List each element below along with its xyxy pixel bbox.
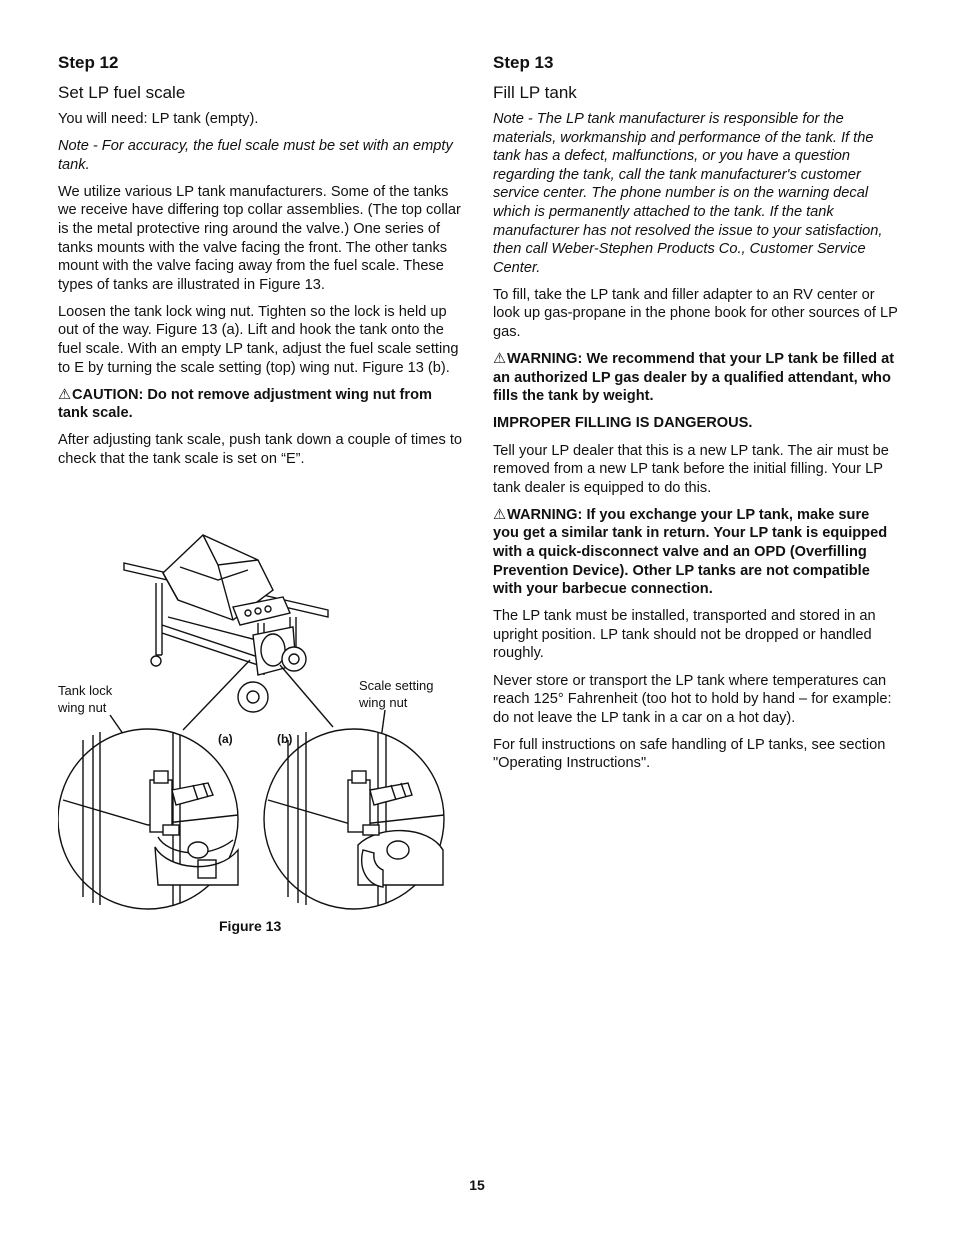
left-column [58, 52, 464, 477]
detail-circle-a [58, 729, 238, 909]
right-column [493, 52, 899, 782]
grill-illustration [58, 525, 458, 915]
step-13-title: Step 13 [493, 53, 554, 72]
caution-text: CAUTION: Do not remove adjustment wing nut from tank scale. [58, 386, 432, 422]
scale-setting-label-line2: wing nut [359, 695, 408, 710]
page-number: 15 [469, 1177, 485, 1193]
detail-circle-b [264, 729, 444, 909]
step-13-subtitle: Fill LP tank [493, 83, 577, 102]
tank-lock-label-line2: wing nut [58, 700, 107, 715]
warning-authorized-dealer [493, 350, 899, 406]
manufacturer-note: Note - The LP tank manufacturer is responsible for the materials, workmanship and performance of the tank. If the tank has a defect, malfunctions, or you have a question regarding the tank, call the tank manufacturer's customer service center. The phone number is on the warning decal which is permanently attached to the tank. If the tank manufacturer has not resolved the issue to your satisfaction, then call Weber-Stephen Products Co., Customer Service Center. [493, 111, 883, 276]
figure-caption: Figure 13 [219, 918, 282, 934]
caution-paragraph [58, 386, 464, 423]
warning-exchange-tank [493, 506, 899, 599]
tank-lock-label [58, 682, 112, 716]
warning-icon: ⚠ [493, 506, 507, 523]
accuracy-note: Note - For accuracy, the fuel scale must be set with an empty tank. [58, 138, 453, 173]
caution-icon: ⚠ [58, 386, 72, 403]
scale-setting-label [359, 677, 433, 711]
warning-exchange-text: WARNING: If you exchange your LP tank, make sure you get a similar tank in return. Your LP tank is equipped with a quick-disconnect valve and an OPD (Overfilling Prevention Device). Other LP tanks are not compatible with your barbecue connection. [493, 506, 888, 598]
installed-paragraph: The LP tank must be installed, transported and stored in an upright position. LP tank should not be dropped or handled roughly. [493, 608, 876, 662]
scale-setting-label-line1: Scale setting [359, 678, 434, 693]
leader-line-b [280, 665, 333, 727]
after-adjusting-paragraph: After adjusting tank scale, push tank down a couple of times to check that the tank scale is set on “E”. [58, 432, 462, 467]
figure-13 [58, 525, 458, 945]
improper-filling-heading: IMPROPER FILLING IS DANGEROUS. [493, 415, 753, 432]
warning-icon: ⚠ [493, 351, 507, 368]
dealer-paragraph: Tell your LP dealer that this is a new LP tank. The air must be removed from a new LP tank before the initial filling. Your LP tank dealer is equipped to do this. [493, 442, 889, 496]
loosen-paragraph: Loosen the tank lock wing nut. Tighten so the lock is held up out of the way. Figure 13 (a). Lift and hook the tank onto the fuel scale. With an empty LP tank, adjust the fuel scale setting to E by turning the scale setting (top) wing nut. Figure 13 (b). [58, 303, 459, 376]
full-instructions-paragraph: For full instructions on safe handling of LP tanks, see section "Operating Instructions". [493, 736, 886, 772]
fill-paragraph: To fill, take the LP tank and filler adapter to an RV center or look up gas-propane in the phone book for other sources of LP gas. [493, 286, 898, 341]
manufacturers-paragraph: We utilize various LP tank manufacturers. Some of the tanks we receive have differing top collar assemblies. (The top collar is the metal protective ring around the valve.) One series of tanks mounts with the valve facing the front. The other tanks mount with the valve facing away from the fuel scale. These types of tanks are illustrated in Figure 13. [58, 183, 461, 293]
tank-lock-label-line1: Tank lock [58, 683, 113, 698]
label-b: (b) [277, 732, 293, 746]
label-a: (a) [218, 732, 233, 746]
never-store-paragraph: Never store or transport the LP tank where temperatures can reach 125° Fahrenheit (too hot to hold by hand – for example: do not leave the LP tank in a car on a hot day). [493, 672, 892, 726]
warning-authorized-text: WARNING: We recommend that your LP tank be filled at an authorized LP gas dealer by a qualified attendant, who fills the tank by weight. [493, 351, 895, 405]
needs-paragraph: You will need: LP tank (empty). [58, 111, 259, 127]
step-12-title: Step 12 [58, 53, 119, 72]
step-12-subtitle: Set LP fuel scale [58, 83, 186, 102]
